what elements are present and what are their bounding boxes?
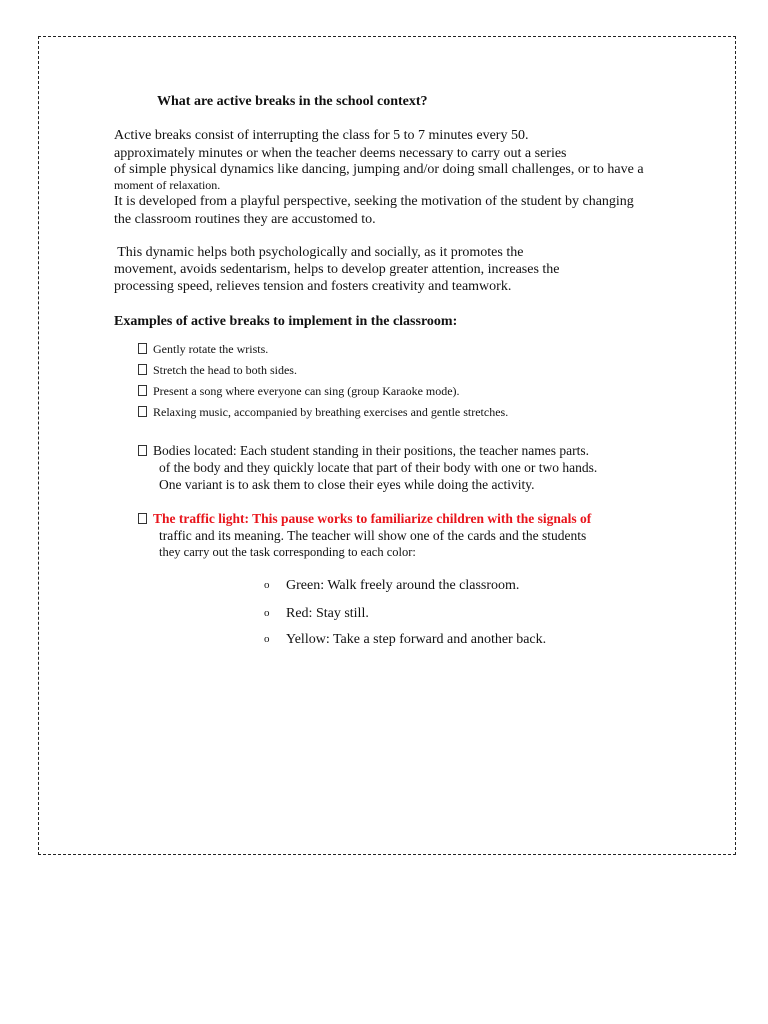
checkbox-icon [138,364,147,375]
benefits-line-1: This dynamic helps both psychologically and socially, as it promotes the [114,245,524,260]
checkbox-icon [138,445,147,456]
benefits-line-2: movement, avoids sedentarism, helps to develop greater attention, increases the [114,262,560,277]
example-item [138,406,508,418]
checkbox-icon [138,343,147,354]
example-item [138,343,268,355]
bodies-line-1: Bodies located: Each student standing in their positions, the teacher names parts. [153,443,590,458]
checkbox-icon [138,513,147,524]
color-item-label: Yellow: Take a step forward and another back. [286,632,547,647]
traffic-line-3: they carry out the task corresponding to each color: [159,545,416,559]
checkbox-icon [138,406,147,417]
example-item-label: Present a song where everyone can sing (group Karaoke mode). [153,384,460,398]
document-heading: What are active breaks in the school context? [157,94,428,109]
intro-line-6: the classroom routines they are accustomed to. [114,212,376,227]
color-item-green [264,579,519,593]
circle-bullet-icon: o [264,607,270,619]
checkbox-icon [138,385,147,396]
bodies-located-item [138,444,589,458]
example-item-label: Relaxing music, accompanied by breathing exercises and gentle stretches. [153,405,509,419]
traffic-line-2: traffic and its meaning. The teacher will show one of the cards and the students [159,528,587,543]
bodies-line-2: of the body and they quickly locate that part of their body with one or two hands. [159,460,598,475]
circle-bullet-icon: o [264,633,270,645]
benefits-line-3: processing speed, relieves tension and fosters creativity and teamwork. [114,279,512,294]
example-item-label: Gently rotate the wrists. [153,342,269,356]
intro-line-1: Active breaks consist of interrupting the class for 5 to 7 minutes every 50. [114,128,529,143]
traffic-line-1: The traffic light: This pause works to familiarize children with the signals of [153,511,592,526]
example-item [138,385,460,397]
intro-line-3: of simple physical dynamics like dancing, jumping and/or doing small challenges, or to have a [114,162,644,177]
bodies-line-3: One variant is to ask them to close their eyes while doing the activity. [159,477,535,492]
color-item-label: Red: Stay still. [286,606,369,621]
example-item-label: Stretch the head to both sides. [153,363,297,377]
example-item [138,364,297,376]
color-item-yellow [264,633,546,647]
traffic-light-item [138,512,591,526]
circle-bullet-icon: o [264,579,270,591]
intro-line-5: It is developed from a playful perspective, seeking the motivation of the student by changing [114,194,634,209]
examples-heading: Examples of active breaks to implement in the classroom: [114,314,458,329]
intro-line-2: approximately minutes or when the teacher deems necessary to carry out a series [114,146,567,161]
color-item-label: Green: Walk freely around the classroom. [286,578,520,593]
color-item-red [264,607,369,621]
intro-line-4: moment of relaxation. [114,178,221,192]
